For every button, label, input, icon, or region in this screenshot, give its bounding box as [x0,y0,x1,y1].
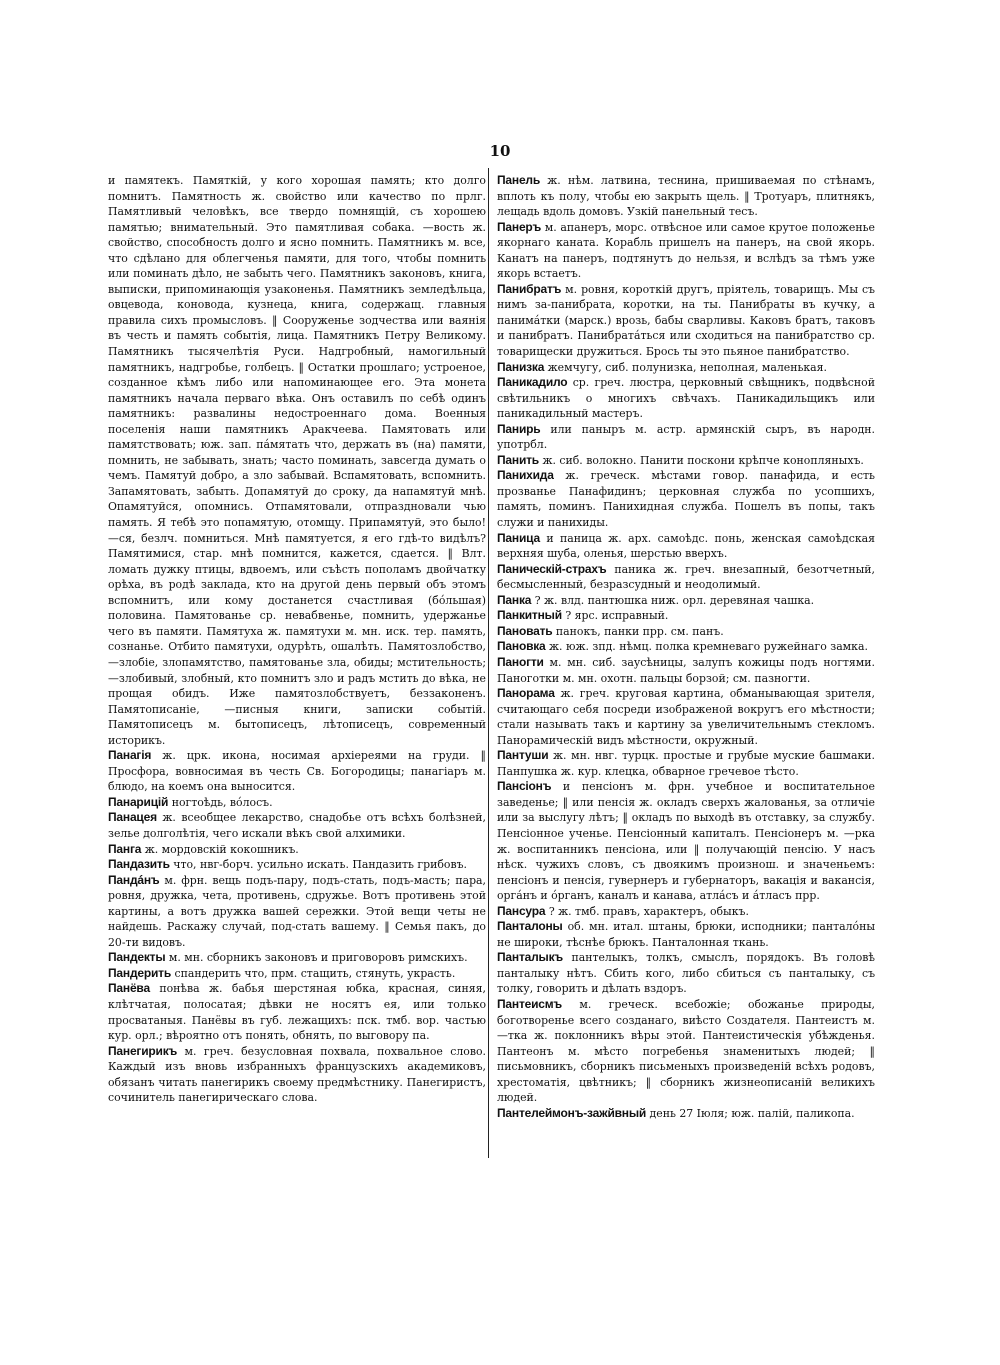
entry-headword: Пандазить [108,857,170,872]
entry-text: ж. всеобщее лекарство, снадобье отъ всѣхъ болѣзней, зелье долголѣтія, чего искали вѣкъ свой алхимики. [108,811,486,840]
entry-text: что, нвг-борч. усильно искать. Пандазить грибовъ. [173,858,467,872]
entry-text: ж. греч. круговая картина, обманывающая зрителя, считающаго себя посреди изображеной вокругъ его мѣстности; стали называть такъ и картину за увеличительнымъ стекломъ. Панорамическій видъ мѣстности, окружный. [497,687,875,747]
entry-headword: Пановать [497,623,553,638]
entry-text: и паница ж. арх. самоѣдс. понь, женская самоѣдская верхняя шуба, оленья, шерстью вверхъ. [497,531,875,561]
entry-text: ж. юж. зпд. нѣмц. полка кремневаго ружейнаго замка. [549,640,868,654]
dictionary-entry [497,686,875,748]
entry-headword: Панизка [497,359,545,374]
column-divider [488,168,489,1158]
entry-text: жемчугу, сиб. полунизка, неполная, маленькая. [547,360,828,374]
entry-headword: Пансура [497,903,546,918]
dictionary-entry [108,173,486,748]
entry-text: ногтоѣдь, вóлосъ. [171,795,273,809]
entry-headword: Панга [108,841,142,856]
dictionary-entry [108,1044,486,1106]
dictionary-entry [108,842,486,858]
entry-headword: Панталоны [497,919,563,934]
entry-headword: Панарицій [108,794,169,809]
entry-text: день 27 Іюля; юж. палій, паликопа. [649,1106,855,1120]
entry-headword: Пандáнъ [108,872,160,887]
entry-headword: Паница [497,530,540,545]
entry-text: м. фрн. вещь подъ-пару, подъ-стать, подъ-масть; пара, ровня, дружка, чета, противень, сдружье. Вотъ противень этой картины, а вотъ дружка вашей сережки. Этой вещи четы не найдешь. Раскажу случай, под-стать вашему. ‖ Семья пакъ, до 20-ти видовъ. [108,873,486,949]
dictionary-entry [497,779,875,903]
entry-text: пантелыкъ, толкъ, смыслъ, порядокъ. Въ головѣ панталыку нѣтъ. Сбить кого, либо сбиться съ панталыку, съ толку, говорить и дѣлать вздоръ. [497,951,875,996]
entry-headword: Пансіонъ [497,779,552,794]
entry-headword: Пандекты [108,950,166,965]
dictionary-entry [497,375,875,422]
entry-headword: Панорама [497,686,555,701]
dictionary-entry [108,810,486,841]
entry-headword: Панталыкъ [497,950,563,965]
entry-headword: Панеръ [497,219,542,234]
dictionary-entry [497,655,875,686]
entry-text: ж. црк. икона, носимая архіереями на груди. ‖ Просфора, вовносимая въ честь Св. Богородицы; панагіаръ м. блюдо, на коемъ она выносится. [108,749,486,794]
entry-text: м. греческ. всебожіе; обожанье природы, боготворенье всего созданаго, виѣсто Создателя. Пантеистъ м. —тка ж. поклонникъ вѣры этой. Пантеистическія убѣжденья. Пантеонъ м. мѣсто погребенья знаменитыхъ людей; ‖ письмовникъ, сборникъ письменыхъ произведеній всѣхъ родовъ, хрестоматія, цвѣтникъ; ‖ сборникъ жизнеописаній великихъ людей. [497,997,875,1105]
entry-text: паника ж. греч. внезапный, безотчетный, бесмысленный, безразсудный и неодолимый. [497,562,875,592]
entry-headword: Панить [497,452,539,467]
entry-text: ж. нѣм. латвина, теснина, пришиваемая по стѣнамъ, вплоть къ полу, чтобы ею закрыть щель. ‖ Тротуаръ, плитнякъ, лещадь вдоль домовъ. Узкій панельный тесъ. [497,174,875,219]
entry-text: ? ярс. исправный. [565,609,669,623]
entry-headword: Панацея [108,810,157,825]
entry-headword: Пановка [497,639,546,654]
dictionary-entry [497,748,875,779]
entry-text: ж. мн. нвг. турцк. простые и грубые муские башмаки. Панпушка ж. кур. клецка, обварное гречевое тѣсто. [497,749,875,778]
dictionary-entry [497,997,875,1106]
dictionary-entry [497,453,875,469]
dictionary-entry [497,220,875,282]
dictionary-entry [497,950,875,997]
entry-headword: Панка [497,592,532,607]
entry-headword: Пандерить [108,965,171,980]
entry-headword: Панёва [108,981,150,996]
entry-text: м. мн. сиб. заусѣницы, залупъ кожицы подъ ногтями. Паноготки м. мн. охотн. пальцы борзой; см. пазногти. [497,655,875,685]
entry-text: и пенсіонъ м. фрн. учебное и воспитательное заведенье; ‖ или пенсія ж. окладъ сверхъ жалованья, за отличіе или за выслугу лѣтъ; ‖ окладъ по выходѣ въ отставку, за службу. Пенсіонное ученье. Пенсіонный капиталъ. Пенсіонеръ м. —рка ж. воспитанникъ пенсіона, или ‖ получающій пенсію. У насъ нѣск. чужихъ словъ, съ двоякимъ произнош. и значеньемъ: пенсіонъ и пенсія, гувернеръ и губернаторъ, вакація и вакансія, оргáнъ и óрганъ, каналъ и канава, атлáсъ и áтласъ прр. [497,780,875,903]
dictionary-entry [497,608,875,624]
entry-headword: Панирь [497,421,541,436]
entry-text: об. мн. итал. штаны, брюки, исподники; панталóны не широки, тѣснѣе брюкъ. Панталонная ткань. [497,920,875,949]
entry-text: или паныръ м. астр. армянскій сыръ, въ народн. употрбл. [497,422,875,452]
entry-headword: Панегирикъ [108,1043,178,1058]
dictionary-entry [497,593,875,609]
dictionary-entry [497,639,875,655]
entry-headword: Панагія [108,748,152,763]
entry-text: м. ровня, короткій другъ, пріятель, товарищъ. Мы съ нимъ за-панибрата, коротки, на ты. Панибраты въ кучку, а панимáтки (марск.) врозь, бабы сварливы. Каковъ братъ, таковъ и панибратъ. Панибратáться или сходиться на панибратство ср. товарищески дружиться. Брось ты это пьяное панибратство. [497,282,875,359]
entry-text: м. греч. безусловная похвала, похвальное слово. Каждый изъ вновь избранныхъ французскихъ академиковъ, обязанъ читать панегирикъ своему предмѣстнику. Панегиристъ, сочинитель панегирическаго слова. [108,1044,486,1105]
entry-headword: Пантеисмъ [497,996,562,1011]
entry-text: ж. мордовскій кокошникъ. [144,842,299,856]
entry-headword: Пантелеймонъ-зажйвный [497,1105,647,1120]
entry-text: панокъ, панки прр. см. панъ. [555,624,724,638]
dictionary-entry [108,873,486,951]
entry-text: м. апанеръ, морс. отвѣсное или самое крутое положенье якорнаго каната. Корабль пришелъ на панеръ, на свой якорь. Канатъ на панеръ, подтянутъ до нельзя, и вслѣдъ за тѣмъ уже якорь встаетъ. [497,220,875,281]
entry-headword: Паническій-страхъ [497,561,607,576]
entry-headword: Панель [497,173,541,187]
page-number: 10 [489,142,511,160]
dictionary-entry [497,468,875,530]
entry-text: ? ж. влд. пантюшка ниж. орл. деревяная чашка. [534,593,815,607]
dictionary-entry [497,282,875,360]
entry-text: спандерить что, прм. стащить, стянуть, украсть. [174,966,456,980]
entry-headword: Пантуши [497,748,549,763]
entry-headword: Паногти [497,654,544,669]
entry-text: ? ж. тмб. правъ, характеръ, обыкъ. [548,904,749,918]
dictionary-entry [108,981,486,1043]
dictionary-entry [108,950,486,966]
entry-text: м. мн. сборникъ законовъ и приговоровъ римскихъ. [168,951,468,965]
dictionary-entry [108,857,486,873]
dictionary-entry [497,624,875,640]
entry-headword: Панихида [497,468,554,483]
entry-text: ср. греч. люстра, церковный свѣщникъ, подвѣсной свѣтильникъ о многихъ свѣчахъ. Паникадильщикъ или паникадильный мастеръ. [497,376,875,421]
dictionary-entry [497,422,875,453]
dictionary-entry [497,173,875,220]
dictionary-entry [497,531,875,562]
dictionary-entry [108,748,486,795]
dictionary-entry [497,562,875,593]
right-column [497,173,875,1163]
dictionary-entry [108,795,486,811]
dictionary-entry [497,360,875,376]
entry-headword: Паникадило [497,375,568,390]
entry-headword: Панибратъ [497,281,562,296]
dictionary-entry [497,919,875,950]
entry-headword: Панкитный [497,608,562,623]
dictionary-entry [108,966,486,982]
entry-text: ж. сиб. волокно. Панити поскони крѣпче конопляныхъ. [542,453,864,467]
entry-text: и памятекъ. Памяткій, у кого хорошая память; кто долго помнитъ. Памятность ж. свойство или качество по прлг. Памятливый человѣкъ, все твердо помнящій, съ хорошею памятью; внимательный. Это памятливая собака. —вость ж. свойство, способность долго и ясно помнить. Памятникъ м. все, что сдѣлано для облегченья памяти, для того, чтобы помнить или поминать дѣло, не забыть чего. Памятникъ законовъ, книга, выписки, припоминающія узаконенья. Памятникъ земледѣльца, овцевода, коновода, кузнеца, книга, содержащ. главныя правила сихъ промысловъ. ‖ Сооруженье зодчества или ваянія въ честь и память событія, лица. Памятникъ Петру Великому. Памятникъ тысячелѣтія Руси. Надгробный, намогильный памятникъ, надгробье, голбецъ. ‖ Остатки прошлаго; устроеное, созданное кѣмъ либо или напоминающее его. Эта монета памятникъ начала перваго вѣка. Онъ оставилъ по себѣ одинъ памятникъ: развалины недостроеннаго дома. Военныя поселенія наши памятникъ Аракчеева. Памятовать или памятствовать; юж. зап. пáмятать что, держать въ (на) памяти, помнить, не забывать, знать; часто поминать, завсегда думать о чемъ. Памятуй добро, а зло забывай. Вспамятовать, вспомнить. Запамятовать, забыть. Допамятуй до сроку, да напамятуй мнѣ. Опамятуйся, опомнись. Отпамятовали, отпраздновали чью память. Я тебѣ это попамятую, отомщу. Припамятуй, это было! —ся, безлч. помниться. Мнѣ памятуется, я его гдѣ-то видѣлъ? Памятимися, стар. мнѣ помнится, кажется, сдается. ‖ Влт. ломать дужку птицы, вдвоемъ, или съѣсть пополамъ двойчатку орѣха, въ родѣ заклада, кто на другой день первый объ этомъ вспомнитъ, или кому достанется счастливая (бóльшая) половина. Памятованье ср. невабвенье, помнить, удержанье чего въ памяти. Памятуха ж. памятухи м. мн. иск. тер. память, сознанье. Отбито памятухи, одурѣть, ошалѣть. Памятозлобство, —злобіе, злопамятство, памятованье зла, обиды; мстительность; —злобивый, злобный, кто помнитъ зло и радъ мстить до вѣка, не прощая обидъ. Иже памятозлобствуетъ, беззаконенъ. Памятописаніе, —писныя книги, записки событій. Памятописецъ м. бытописецъ, лѣтописецъ, современный историкъ. [108,174,486,747]
dictionary-entry [497,904,875,920]
entry-text: понѣва ж. бабья шерстяная юбка, красная, синяя, клѣтчатая, полосатая; дѣвки не носятъ ея, или только просватаныя. Панёвы въ губ. лежащихъ: пск. тмб. вор. частью кур. орл.; вѣроятно отъ понять, обнять, по выговору па. [108,982,486,1043]
entry-text: ж. греческ. мѣстами говор. панафида, и есть прозванье Панафидинъ; церковная служба по усопшихъ, память, поминъ. Панихидная служба. Пошелъ въ попы, такъ служи и панихиды. [497,469,875,530]
left-column [108,173,486,1163]
dictionary-entry [497,1106,875,1122]
